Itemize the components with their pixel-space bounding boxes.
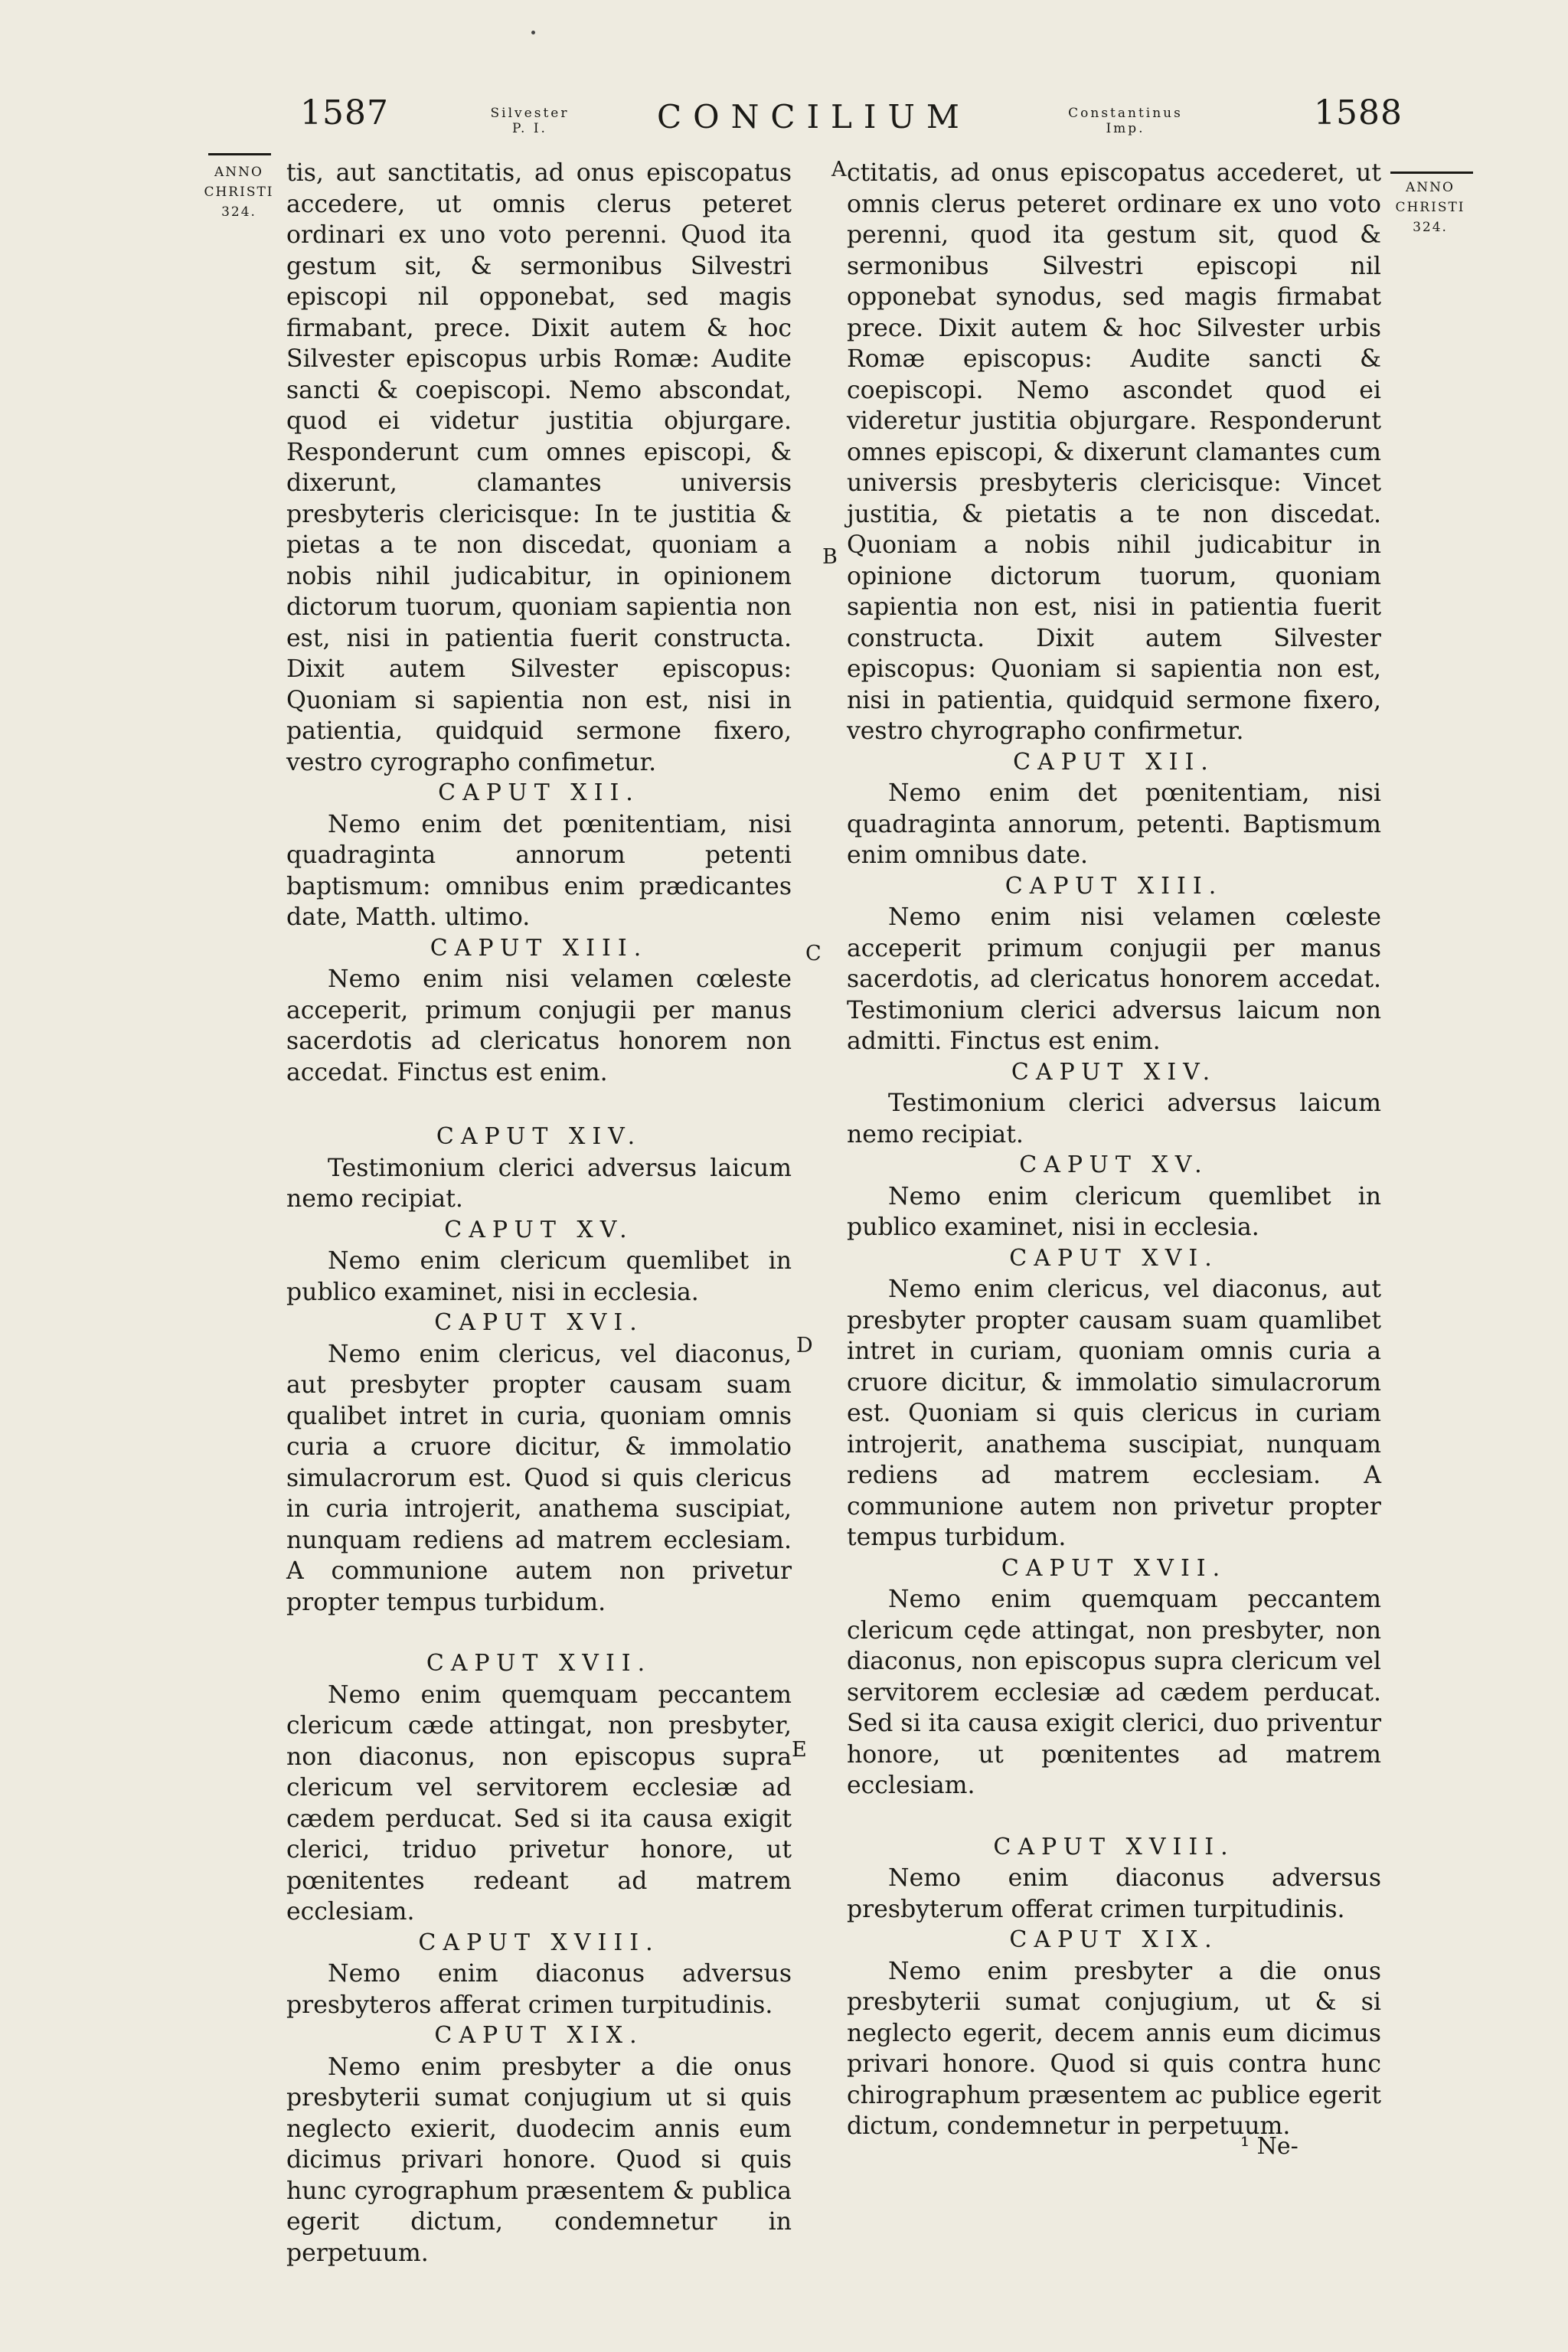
margin-note-left-line2: CHRISTI [204,185,274,200]
left-paragraph: Nemo enim presbyter a die onus presbyterii sumat conjugium ut si quis neglecto exierit, duodecim annis eum dicimus privari honore. Quod si quis hunc cyrographum præsentem & publica egerit dictum, condemnetur in perpetuum. [286,2053,792,2267]
right-paragraph: Nemo enim det pœnitentiam, nisi quadraginta annorum, petenti. Baptismum enim omnibus date. [847,779,1381,869]
right-chapter-heading: CAPUT XIX. [1009,1926,1219,1953]
right-chapter-heading: CAPUT XVII. [1001,1554,1227,1582]
margin-note-right-line1: ANNO [1406,180,1455,195]
left-paragraph: Testimonium clerici adversus laicum nemo recipiat. [286,1154,792,1213]
margin-rule-left [208,153,271,155]
right-spacer [847,1802,1381,1832]
top-ink-dot [531,31,535,34]
right-chapter-heading: CAPUT XII. [1013,748,1215,776]
running-head-right-title: Imp. [1106,121,1145,136]
left-chapter-heading: CAPUT XVII. [426,1650,652,1677]
running-head-left [469,106,591,136]
left-spacer [286,1618,792,1648]
right-paragraph: Nemo enim clericum quemlibet in publico examinet, nisi in ecclesia. [847,1182,1381,1241]
section-letter-e: E [792,1738,807,1762]
margin-rule-right [1390,172,1473,174]
margin-note-left [201,162,277,222]
section-letter-b: B [822,545,838,569]
running-head-right-name: Constantinus [1068,106,1183,121]
right-chapter-heading: CAPUT XIV. [1011,1058,1217,1086]
section-letter-d: D [796,1334,813,1357]
right-paragraph: Nemo enim presbyter a die onus presbyterii sumat conjugium, ut & si neglecto egerit, decem annis eum dicimus privari honore. Quod si quis contra hunc chirographum præsentem ac publice egerit dictum, condemnetur in perpetuum. [847,1957,1381,2140]
left-chapter-heading: CAPUT XVI. [434,1309,644,1336]
margin-note-left-line1: ANNO [214,165,263,180]
left-chapter-heading: CAPUT XIII. [430,934,648,962]
page-number-left: 1587 [300,93,389,132]
running-head-right [1030,106,1221,136]
running-head-left-part: P. I. [512,121,547,136]
left-paragraph: Nemo enim diaconus adversus presbyteros afferat crimen turpitudinis. [286,1960,792,2019]
catchword: ¹ Ne- [1240,2133,1298,2160]
left-chapter-heading: CAPUT XIV. [436,1123,642,1150]
left-spacer [286,1088,792,1122]
margin-note-right-line3: 324. [1413,220,1448,235]
left-paragraph: Nemo enim quemquam peccantem clericum cæde attingat, non presbyter, non diaconus, non episcopus supra clericum vel servitorem ecclesiæ ad cædem perducat. Sed si ita causa exigit clerici, triduo privetur honore, ut pœnitentes redeant ad matrem ecclesiam. [286,1681,792,1926]
right-paragraph: Nemo enim quemquam peccantem clericum cęde attingat, non presbyter, non diaconus, non episcopus supra clericum vel servitorem ecclesiæ ad cædem perducat. Sed si ita causa exigit clerici, duo priventur honore, ut pœnitentes ad matrem ecclesiam. [847,1586,1381,1799]
right-chapter-heading: CAPUT XV. [1019,1152,1209,1178]
right-chapter-heading: CAPUT XVIII. [993,1833,1235,1860]
left-paragraph: Nemo enim nisi velamen cœleste acceperit, primum conjugii per manus sacerdotis ad clericatus honorem non accedat. Finctus est enim. [286,965,792,1086]
left-chapter-heading: CAPUT XII. [438,779,640,806]
left-chapter-heading: CAPUT XVIII. [418,1929,660,1956]
left-paragraph: tis, aut sanctitatis, ad onus episcopatus accedere, ut omnis clerus peteret ordinari ex uno voto perenni. Quod ita gestum sit, & sermonibus Silvestri episcopi nil opponebat, sed magis firmabant, prece. Dixit autem & hoc Silvester episcopus urbis Romæ: Audite sancti & coepiscopi. Nemo abscondat, quod ei videtur justitia objurgare. Responderunt cum omnes episcopi, & dixerunt, clamantes universis presbyteris clericisque: In te justitia & pietas a te non discedat, quoniam a nobis nihil judicabitur, in opinionem dictorum tuorum, quoniam sapientia non est, nisi in patientia fuerit constructa. Dixit autem Silvester episcopus: Quoniam si sapientia non est, nisi in patientia, quidquid sermone fixero, vestro cyrographo confimetur. [286,159,792,776]
left-paragraph: Nemo enim clericum quemlibet in publico examinet, nisi in ecclesia. [286,1247,792,1306]
section-letter-a: A [831,158,847,181]
right-column [847,158,1381,2142]
right-paragraph: ctitatis, ad onus episcopatus accederet, ut omnis clerus peteret ordinare ex uno voto perenni, quod ita gestum sit, quod & sermonibus Silvestri episcopi nil opponebat synodus, sed magis firmabat prece. Dixit autem & hoc Silvester urbis Romæ episcopus: Audite sancti & coepiscopi. Nemo ascondet quod ei videretur justitia objurgare. Responderunt omnes episcopi, & dixerunt clamantes cum universis presbyteris clericisque: Vincet justitia, & pietatis a te non discedat. Quoniam a nobis nihil judicabitur in opinione dictorum tuorum, quoniam sapientia non est, nisi in patientia fuerit constructa. Dixit autem Silvester episcopus: Quoniam si sapientia non est, nisi in patientia, quidquid sermone fixero, vestro chyrographo confirmetur. [847,159,1381,745]
left-chapter-heading: CAPUT XIX. [434,2022,644,2049]
left-paragraph: Nemo enim det pœnitentiam, nisi quadraginta annorum petenti baptismum: omnibus enim prædicantes date, Matth. ultimo. [286,810,792,931]
margin-note-left-line3: 324. [221,204,256,220]
right-chapter-heading: CAPUT XIII. [1004,872,1223,900]
left-chapter-heading: CAPUT XV. [444,1216,634,1243]
left-paragraph: Nemo enim clericus, vel diaconus, aut presbyter propter causam suam qualibet intret in curia, quoniam omnis curia a cruore dicitur, & immolatio simulacrorum est. Quod si quis clericus in curia introjerit, anathema suscipiat, nunquam rediens ad matrem ecclesiam. A communione autem non privetur propter tempus turbidum. [286,1340,792,1616]
running-head-left-name: Silvester [490,106,570,121]
right-paragraph: Nemo enim nisi velamen cœleste acceperit primum conjugii per manus sacerdotis, ad clericatus honorem accedat. Testimonium clerici adversus laicum non admitti. Finctus est enim. [847,903,1381,1055]
page-title: CONCILIUM [657,98,971,136]
right-paragraph: Nemo enim diaconus adversus presbyterum offerat crimen turpitudinis. [847,1864,1381,1923]
section-letter-c: C [805,942,822,965]
right-chapter-heading: CAPUT XVI. [1009,1244,1219,1272]
right-paragraph: Testimonium clerici adversus laicum nemo recipiat. [847,1089,1381,1148]
left-column [286,158,792,2269]
page-number-right: 1588 [1314,93,1403,132]
margin-note-right-line2: CHRISTI [1395,200,1465,215]
right-paragraph: Nemo enim clericus, vel diaconus, aut presbyter propter causam suam quamlibet intret in curiam, quoniam omnis curia a cruore dicitur, & immolatio simulacrorum est. Quoniam si quis clericus in curiam introjerit, anathema suscipiat, nunquam rediens ad matrem ecclesiam. A communione autem non privetur propter tempus turbidum. [847,1276,1381,1551]
margin-note-right [1392,178,1468,237]
